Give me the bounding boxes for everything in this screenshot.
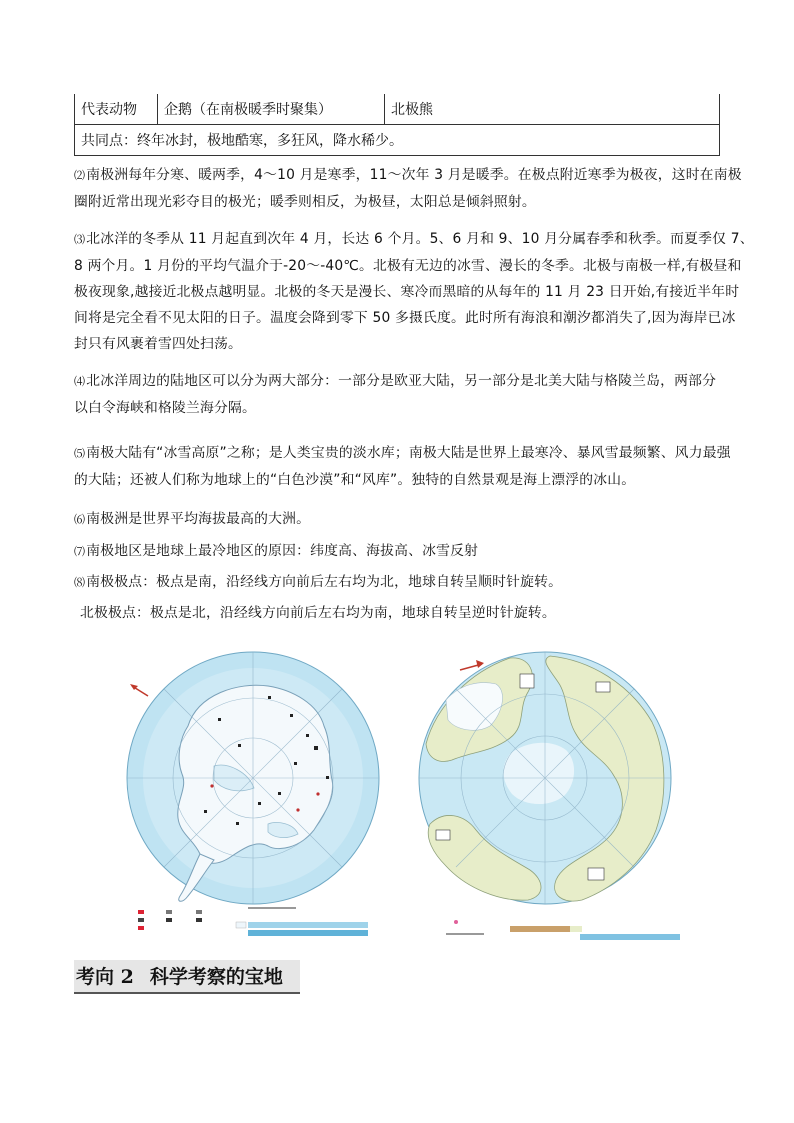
paragraph-8 [74,569,724,596]
comparison-table [74,94,720,156]
item-number: ⑶ [74,233,86,246]
paragraph-7 [74,538,724,565]
paragraph-line: 封只有风裹着雪四处扫荡。 [74,336,242,352]
table-cell-label: 代表动物 [75,94,158,125]
antarctic-map [118,634,388,946]
table-cell-common: 共同点：终年冰封，极地酷寒，多狂风，降水稀少。 [75,125,720,156]
item-number: ⑺ [74,545,86,558]
item-number: ⑵ [74,169,86,182]
table-row [75,94,720,125]
paragraph-line: 8 两个月。1 月份的平均气温介于-20～-40℃。北极有无边的冰雪、漫长的冬季。北极与南极一样,有极昼和 [74,258,742,274]
paragraph-line: 极夜现象,越接近北极点越明显。北极的冬天是漫长、寒冷而黑暗的从每年的 11 月 23 日开始,有接近半年时 [74,284,740,300]
paragraph-line: 圈附近常出现光彩夺目的极光；暖季则相反，为极昼，太阳总是倾斜照射。 [74,194,536,210]
table-cell-south: 企鹅（在南极暖季时聚集） [158,94,385,125]
line-text: 南极大陆有“冰雪高原”之称；是人类宝贵的淡水库；南极大陆是世界上最寒冷、暴风雪最频繁、风力最强 [86,445,731,461]
item-number: ⑷ [74,375,86,388]
table-row [75,125,720,156]
paragraph-5 [74,440,731,493]
paragraph-line [74,162,742,189]
line-text: 南极洲是世界平均海拔最高的大洲。 [86,511,311,527]
heading-title: 科学考察的宝地 [149,966,283,988]
item-number: ⑹ [74,513,86,526]
paragraph-4 [74,368,724,421]
arctic-map-graphic [400,634,690,946]
line-text: 北冰洋的冬季从 11 月起直到次年 4 月，长达 6 个月。5、6 月和 9、10 月分属春季和秋季。而夏季仅 7、 [86,231,754,247]
line-text: 南极地区是地球上最冷地区的原因：纬度高、海拔高、冰雪反射 [86,543,479,559]
paragraph-6 [74,506,724,533]
line-text: 南极极点：极点是南，沿经线方向前后左右均为北，地球自转呈顺时针旋转。 [86,574,563,590]
paragraph-2 [74,162,742,215]
paragraph-line: 以白令海峡和格陵兰海分隔。 [74,400,256,416]
antarctic-map-graphic [118,634,388,946]
paragraph-8b [80,600,730,626]
line-text: 北冰洋周边的陆地区可以分为两大部分：一部分是欧亚大陆，另一部分是北美大陆与格陵兰岛，两部分 [86,373,717,389]
paragraph-line [74,226,754,253]
section-heading [74,960,300,994]
paragraph-line: 间将是完全看不见太阳的日子。温度会降到零下 50 多摄氏度。此时所有海浪和潮汐都消失了,因为海岸已冰 [74,310,736,326]
paragraph-line [74,368,724,395]
item-number: ⑸ [74,447,86,460]
line-text: 北极极点：极点是北，沿经线方向前后左右均为南，地球自转呈逆时针旋转。 [80,605,556,621]
paragraph-3 [74,226,754,357]
heading-number: 考向 2 [76,966,134,988]
line-text: 南极洲每年分寒、暖两季，4～10 月是寒季，11～次年 3 月是暖季。在极点附近寒季为极夜，这时在南极 [86,167,742,183]
paragraph-line [74,440,731,467]
paragraph-line: 的大陆；还被人们称为地球上的“白色沙漠”和“风库”。独特的自然景观是海上漂浮的冰山。 [74,472,636,488]
item-number: ⑻ [74,576,86,589]
table-cell-north: 北极熊 [385,94,720,125]
arctic-map [400,634,690,946]
